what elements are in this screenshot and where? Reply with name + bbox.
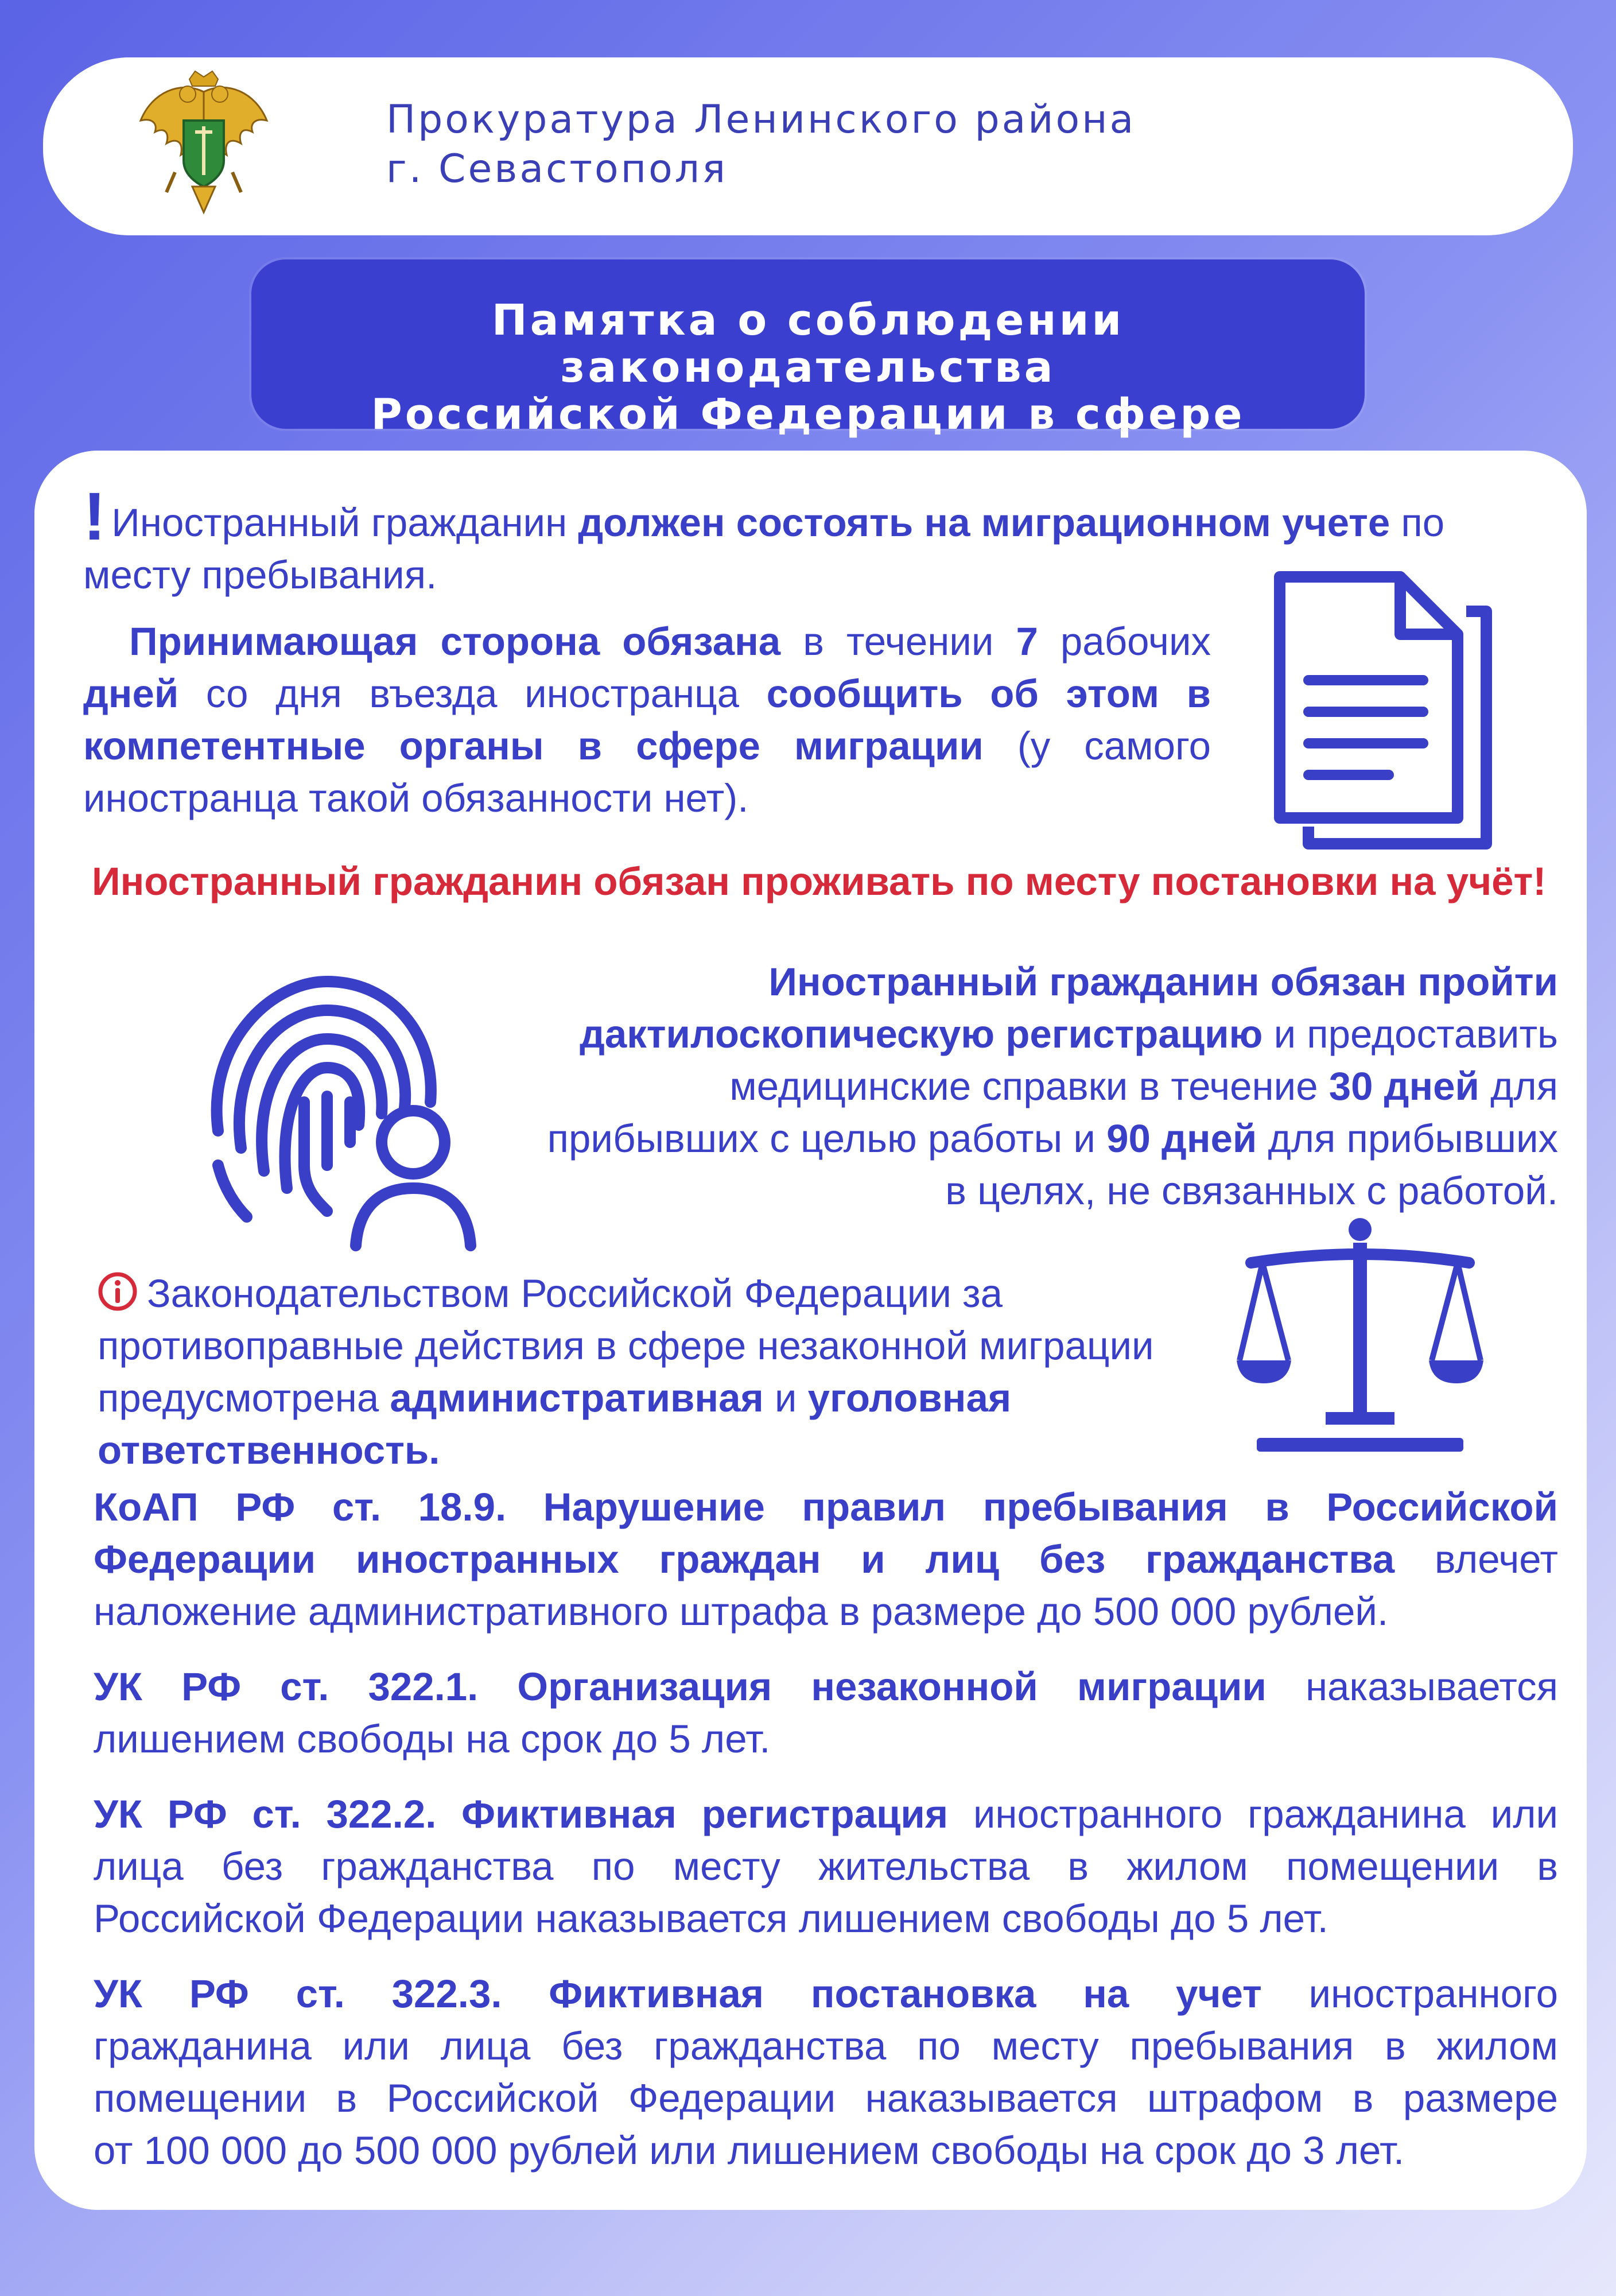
p4-l1-text: Законодательством Российской Федерации за — [147, 1271, 1003, 1316]
p2-line2 — [83, 668, 1211, 720]
warning-text: Иностранный гражданин обязан проживать по месту постановки на учёт! — [92, 859, 1547, 903]
info-icon — [98, 1271, 138, 1312]
law1-line3: наложение административного штрафа в размере до 500 000 рублей. — [94, 1589, 1389, 1634]
p4-l3-bold2: уголовная — [807, 1376, 1012, 1420]
p2-l1-num: 7 — [1016, 619, 1038, 664]
p3-line3 — [505, 1060, 1558, 1112]
p2-line3 — [83, 720, 1211, 772]
p4-l3-bold: административная — [390, 1376, 764, 1420]
paragraph-fingerprinting — [505, 956, 1558, 1217]
p4-l4-bold: ответственность. — [98, 1428, 440, 1472]
p1-text-c: по — [1390, 501, 1445, 545]
p2-line1 — [83, 615, 1211, 668]
p4-l3-and: и — [763, 1376, 808, 1420]
p2-l1-text: в течении — [780, 619, 1016, 664]
law4-line4: от 100 000 до 500 000 рублей или лишением свободы на срок до 3 лет. — [94, 2128, 1405, 2173]
law2-l1-bold: УК РФ ст. 322.1. Организация незаконной миграции — [94, 1665, 1267, 1709]
law2-line2: лишением свободы на срок до 5 лет. — [94, 1717, 771, 1761]
law4-l1-text: иностранного — [1261, 1972, 1558, 2016]
organization-name — [386, 95, 1136, 194]
p4-line4 — [98, 1424, 1245, 1476]
law-uk-322-3 — [94, 1968, 1558, 2177]
law1-line1 — [94, 1481, 1558, 1533]
law3-line3: Российской Федерации наказывается лишением свободы до 5 лет. — [94, 1896, 1328, 1941]
p4-line3 — [98, 1372, 1245, 1424]
p2-l1-end: рабочих — [1038, 619, 1211, 664]
p1-text-bold: должен состоять на миграционном учете — [578, 501, 1390, 545]
p3-l1-bold: Иностранный гражданин обязан пройти — [768, 960, 1558, 1004]
law-koap-18-9 — [94, 1481, 1558, 1638]
p3-line2 — [505, 1008, 1558, 1060]
law4-line1 — [94, 1968, 1558, 2020]
p2-l3-bold: компетентные органы в сфере миграции — [83, 724, 984, 768]
law3-line1 — [94, 1788, 1558, 1840]
p3-l4-text: прибывших с целью работы и — [547, 1116, 1107, 1161]
law4-line3: помещении в Российской Федерации наказывается штрафом в размере — [94, 2076, 1558, 2120]
law1-l2-text: влечет — [1394, 1537, 1558, 1581]
law4-line2: гражданина или лица без гражданства по месту пребывания в жилом — [94, 2024, 1558, 2068]
paragraph-host-duty — [83, 615, 1211, 824]
p2-line4: иностранца такой обязанности нет). — [83, 776, 749, 820]
document-icon — [1268, 565, 1498, 852]
p2-l2-text: со дня въезда иностранца — [178, 672, 767, 716]
p4-line1 — [98, 1267, 1245, 1320]
p1-text-d: месту пребывания. — [83, 553, 437, 597]
law-uk-322-2 — [94, 1788, 1558, 1945]
p4-line2: противоправные действия в сфере незаконной миграции — [98, 1324, 1154, 1368]
p4-l3-text: предусмотрена — [98, 1376, 390, 1420]
p2-l3-text: (у самого — [983, 724, 1211, 768]
emblem-logo — [135, 69, 273, 224]
page-title-line1: Памятка о соблюдении законодательства — [491, 296, 1125, 392]
law2-line1 — [94, 1661, 1558, 1713]
p3-l3-text: медицинские справки в течение — [729, 1064, 1329, 1108]
p3-line5: в целях, не связанных с работой. — [945, 1169, 1558, 1213]
p3-l4-bold: 90 дней — [1106, 1116, 1257, 1161]
law3-l1-bold: УК РФ ст. 322.2. Фиктивная регистрация — [94, 1792, 949, 1836]
p1-text-a: Иностранный гражданин — [111, 501, 578, 545]
p2-l2-bold2: сообщить об этом в — [766, 672, 1211, 716]
p3-l2-text: и предоставить — [1262, 1012, 1558, 1056]
p3-l4-end: для прибывших — [1257, 1116, 1558, 1161]
paragraph-liability — [98, 1267, 1245, 1476]
law1-l1-bold: КоАП РФ ст. 18.9. Нарушение правил пребывания в Российской — [94, 1485, 1558, 1529]
law3-line2: лица без гражданства по месту жительства в жилом помещении в — [94, 1844, 1558, 1888]
title-banner — [251, 259, 1365, 439]
p3-l3-bold: 30 дней — [1328, 1064, 1479, 1108]
law1-l2-bold: Федерации иностранных граждан и лиц без гражданства — [94, 1537, 1395, 1581]
scales-icon — [1234, 1217, 1486, 1458]
p3-line4 — [505, 1112, 1558, 1165]
organization-name-line2: г. Севастополя — [386, 146, 728, 192]
p2-l1-bold: Принимающая сторона обязана — [129, 619, 781, 664]
law-uk-322-1 — [94, 1661, 1558, 1765]
fingerprint-user-icon — [184, 959, 482, 1257]
organization-name-line1: Прокуратура Ленинского района — [386, 97, 1136, 142]
page-title-line2: Российской Федерации в сфере — [371, 390, 1245, 439]
p3-l3-end: для — [1479, 1064, 1558, 1108]
exclamation-icon: ! — [83, 479, 106, 554]
law4-l1-bold: УК РФ ст. 322.3. Фиктивная постановка на учет — [94, 1972, 1262, 2016]
header-card — [43, 57, 1573, 235]
law1-line2 — [94, 1533, 1558, 1585]
p2-l2-bold: дней — [83, 672, 179, 716]
p3-l2-bold: дактилоскопическую регистрацию — [580, 1012, 1263, 1056]
law2-l1-text: наказывается — [1266, 1665, 1558, 1709]
law3-l1-text: иностранного гражданина или — [948, 1792, 1558, 1836]
p3-line1 — [505, 956, 1558, 1008]
